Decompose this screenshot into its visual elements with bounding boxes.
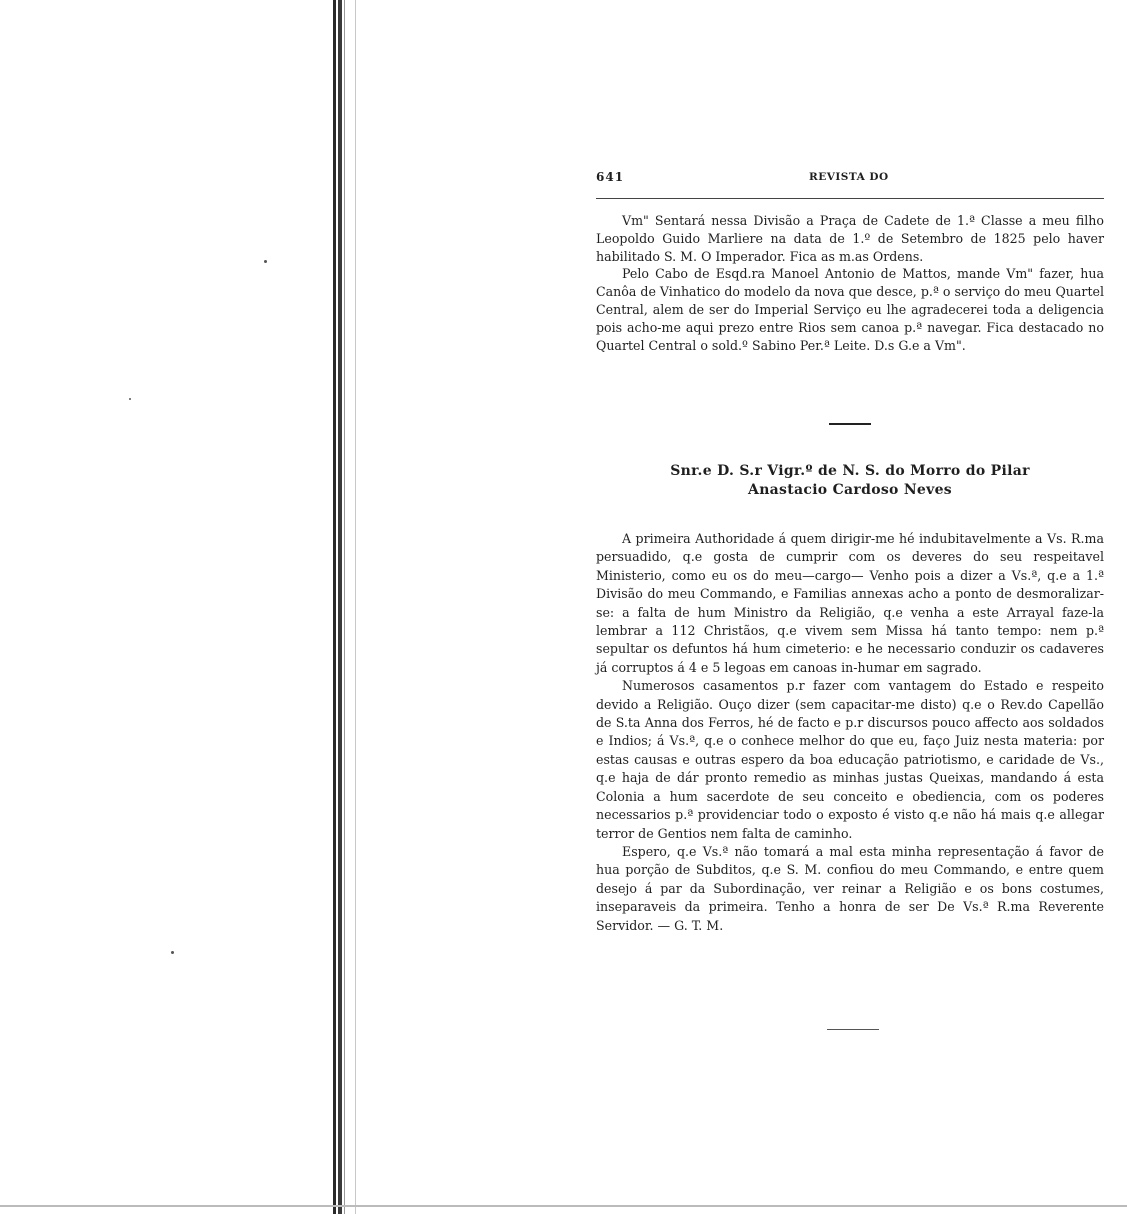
end-divider: [827, 1029, 879, 1030]
dust-speck: [171, 951, 174, 954]
page-header: [596, 170, 1104, 192]
header-rule: [596, 198, 1104, 199]
book-gutter-fold: [344, 0, 345, 1214]
scan-bottom-edge: [0, 1205, 1127, 1207]
book-gutter-shadow: [338, 0, 342, 1214]
letter-heading-line: Snr.e D. S.r Vigr.º de N. S. do Morro do Pilar: [670, 463, 1030, 479]
letter-body: [596, 530, 1104, 935]
paragraph: Espero, q.e Vs.ª não tomará a mal esta minha representação á favor de hua porção de Subditos, q.e S. M. confiou do meu Commando, e entre quem desejo á par da Subordinação, ver reinar a Religião e os bons costumes, inseparaveis da primeira. Tenho a honra de ser De Vs.ª R.ma Reverente Servidor. — G. T. M.: [596, 843, 1104, 933]
paragraph: Numerosos casamentos p.r fazer com vantagem do Estado e respeito devido a Religião. Ouço dizer (sem capacitar-me disto) q.e o Rev.do Capellão de S.ta Anna dos Ferros, hé de facto e p.r discursos pouco affecto aos soldados e Indios; á Vs.ª, q.e o conhece melhor do que eu, faço Juiz nesta materia: por estas causas e outras espero da boa educação patriotismo, e caridade de Vs., q.e haja de dár pronto remedio as minhas justas Queixas, mandando á esta Colonia a hum sacerdote de seu conceito e obediencia, com os poderes necessarios p.ª providenciar todo o exposto é visto q.e não há mais q.e allegar terror de Gentios nem falta de caminho.: [596, 678, 1104, 841]
dust-speck: [264, 260, 267, 263]
book-gutter-crease: [355, 0, 356, 1214]
paragraph: A primeira Authoridade á quem dirigir-me hé indubitavelmente a Vs. R.ma persuadido, q.e gosta de cumprir com os deveres do seu respeitavel Ministerio, como eu os do meu—cargo— Venho pois a dizer a Vs.ª, q.e a 1.ª Divisão do meu Commando, e Familias annexas acho a ponto de desmoralizar-se: a falta de hum Ministro da Religião, q.e venha a este Arrayal faze-la lembrar a 112 Christãos, q.e vivem sem Missa há tanto tempo: nem p.ª sepultar os defuntos há hum cimeterio: e he necessario conduzir os cadaveres já corruptos á 4 e 5 legoas em canoas in-humar em sagrado.: [596, 531, 1104, 675]
page-number: 641: [596, 170, 625, 184]
running-head: REVISTA DO: [809, 171, 889, 183]
letter-heading: [596, 462, 1104, 500]
letter-heading-line: Anastacio Cardoso Neves: [748, 482, 952, 498]
paragraph: Vm" Sentará nessa Divisão a Praça de Cadete de 1.ª Classe a meu filho Leopoldo Guido Marliere na data de 1.º de Setembro de 1825 pelo haver habilitado S. M. O Imperador. Fica as m.as Ordens.: [596, 213, 1104, 264]
paragraph: Pelo Cabo de Esqd.ra Manoel Antonio de Mattos, mande Vm" fazer, hua Canôa de Vinhatico do modelo da nova que desce, p.ª o serviço do meu Quartel Central, alem de ser do Imperial Serviço eu lhe agradecerei toda a deligencia pois acho-me aqui prezo entre Rios sem canoa p.ª navegar. Fica destacado no Quartel Central o sold.º Sabino Per.ª Leite. D.s G.e a Vm".: [596, 266, 1104, 353]
book-gutter-edge: [333, 0, 336, 1214]
dust-speck: [129, 398, 131, 400]
opening-text: [596, 212, 1104, 354]
section-divider: [829, 423, 871, 425]
